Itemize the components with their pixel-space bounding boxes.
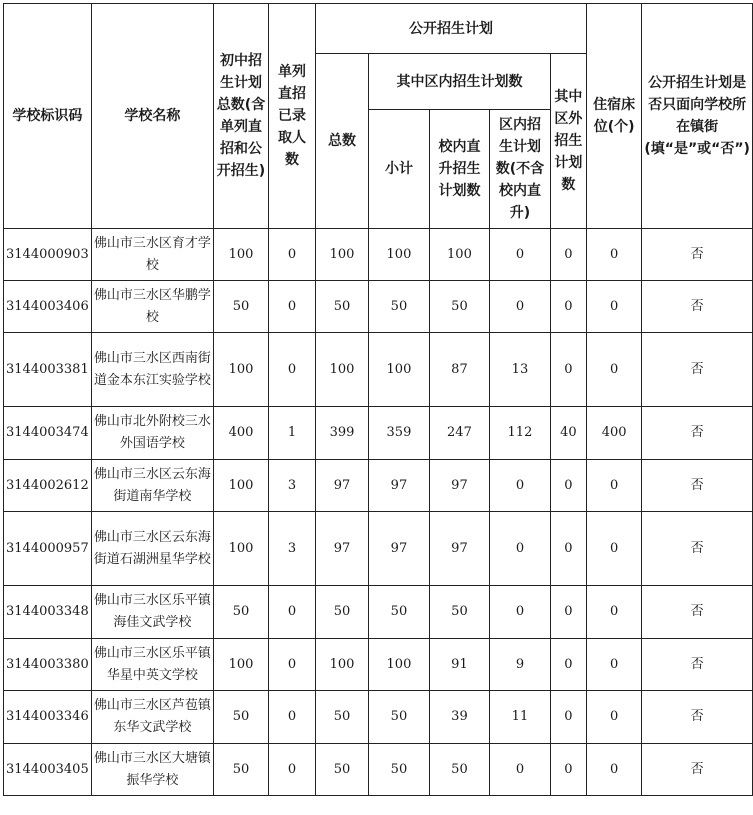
in-district-excl-cell: 0 [490, 512, 551, 586]
beds-cell: 0 [587, 691, 642, 744]
direct-enrolled-cell: 0 [269, 691, 316, 744]
internal-promotion-cell: 97 [429, 512, 490, 586]
table-row [4, 744, 753, 796]
beds-cell: 0 [587, 281, 642, 333]
junior-total-cell: 50 [213, 744, 268, 796]
header-internal-promotion: 校内直升招生计划数 [429, 110, 490, 229]
total-cell: 97 [315, 512, 368, 586]
header-in-district-excl: 区内招生计划数(不含校内直升) [490, 110, 551, 229]
street-only-cell: 否 [642, 691, 753, 744]
in-district-excl-cell: 0 [490, 460, 551, 512]
school-name-cell: 佛山市三水区西南街道金本东江实验学校 [91, 333, 213, 407]
table-row [4, 512, 753, 586]
school-id-cell: 3144002612 [4, 460, 92, 512]
direct-enrolled-cell: 0 [269, 229, 316, 281]
junior-total-cell: 100 [213, 333, 268, 407]
internal-promotion-cell: 247 [429, 407, 490, 460]
street-only-cell: 否 [642, 512, 753, 586]
street-only-cell: 否 [642, 460, 753, 512]
internal-promotion-cell: 50 [429, 586, 490, 639]
beds-cell: 0 [587, 639, 642, 691]
table-body [4, 229, 753, 796]
school-name-cell: 佛山市三水区云东海街道南华学校 [91, 460, 213, 512]
total-cell: 100 [315, 639, 368, 691]
header-public-plan: 公开招生计划 [315, 4, 586, 54]
table-row [4, 229, 753, 281]
subtotal-cell: 50 [369, 586, 430, 639]
junior-total-cell: 100 [213, 460, 268, 512]
internal-promotion-cell: 91 [429, 639, 490, 691]
header-total: 总数 [315, 54, 368, 229]
street-only-cell: 否 [642, 586, 753, 639]
out-district-cell: 0 [550, 512, 586, 586]
school-name-cell: 佛山市三水区乐平镇海佳文武学校 [91, 586, 213, 639]
header-out-district: 其中区外招生计划数 [550, 54, 586, 229]
school-id-cell: 3144003474 [4, 407, 92, 460]
internal-promotion-cell: 100 [429, 229, 490, 281]
school-id-cell: 3144003405 [4, 744, 92, 796]
subtotal-cell: 100 [369, 229, 430, 281]
direct-enrolled-cell: 0 [269, 586, 316, 639]
out-district-cell: 40 [550, 407, 586, 460]
direct-enrolled-cell: 3 [269, 460, 316, 512]
school-id-cell: 3144003348 [4, 586, 92, 639]
school-id-cell: 3144003346 [4, 691, 92, 744]
in-district-excl-cell: 0 [490, 586, 551, 639]
beds-cell: 0 [587, 460, 642, 512]
beds-cell: 400 [587, 407, 642, 460]
out-district-cell: 0 [550, 333, 586, 407]
beds-cell: 0 [587, 744, 642, 796]
in-district-excl-cell: 9 [490, 639, 551, 691]
internal-promotion-cell: 97 [429, 460, 490, 512]
out-district-cell: 0 [550, 586, 586, 639]
table-header [4, 4, 753, 229]
out-district-cell: 0 [550, 460, 586, 512]
internal-promotion-cell: 39 [429, 691, 490, 744]
enrollment-plan-table [3, 3, 753, 796]
total-cell: 100 [315, 229, 368, 281]
total-cell: 50 [315, 586, 368, 639]
in-district-excl-cell: 112 [490, 407, 551, 460]
subtotal-cell: 100 [369, 639, 430, 691]
total-cell: 399 [315, 407, 368, 460]
header-direct-enrolled: 单列直招已录取人数 [269, 4, 316, 229]
out-district-cell: 0 [550, 744, 586, 796]
header-school-name: 学校名称 [91, 4, 213, 229]
street-only-cell: 否 [642, 229, 753, 281]
total-cell: 50 [315, 744, 368, 796]
header-school-id: 学校标识码 [4, 4, 92, 229]
in-district-excl-cell: 0 [490, 229, 551, 281]
header-junior-total: 初中招生计划总数(含单列直招和公开招生) [213, 4, 268, 229]
direct-enrolled-cell: 1 [269, 407, 316, 460]
table-row [4, 460, 753, 512]
beds-cell: 0 [587, 586, 642, 639]
table-row [4, 639, 753, 691]
direct-enrolled-cell: 0 [269, 333, 316, 407]
out-district-cell: 0 [550, 229, 586, 281]
total-cell: 50 [315, 691, 368, 744]
street-only-cell: 否 [642, 744, 753, 796]
school-id-cell: 3144000957 [4, 512, 92, 586]
table-row [4, 586, 753, 639]
junior-total-cell: 50 [213, 586, 268, 639]
school-name-cell: 佛山市北外附校三水外国语学校 [91, 407, 213, 460]
out-district-cell: 0 [550, 639, 586, 691]
beds-cell: 0 [587, 512, 642, 586]
direct-enrolled-cell: 3 [269, 512, 316, 586]
subtotal-cell: 50 [369, 691, 430, 744]
beds-cell: 0 [587, 229, 642, 281]
street-only-cell: 否 [642, 333, 753, 407]
table-row [4, 691, 753, 744]
junior-total-cell: 100 [213, 512, 268, 586]
subtotal-cell: 100 [369, 333, 430, 407]
school-name-cell: 佛山市三水区大塘镇振华学校 [91, 744, 213, 796]
internal-promotion-cell: 50 [429, 281, 490, 333]
school-name-cell: 佛山市三水区云东海街道石湖洲星华学校 [91, 512, 213, 586]
street-only-cell: 否 [642, 407, 753, 460]
out-district-cell: 0 [550, 281, 586, 333]
internal-promotion-cell: 50 [429, 744, 490, 796]
beds-cell: 0 [587, 333, 642, 407]
subtotal-cell: 359 [369, 407, 430, 460]
school-id-cell: 3144003381 [4, 333, 92, 407]
subtotal-cell: 50 [369, 744, 430, 796]
subtotal-cell: 97 [369, 460, 430, 512]
subtotal-cell: 97 [369, 512, 430, 586]
school-name-cell: 佛山市三水区育才学校 [91, 229, 213, 281]
junior-total-cell: 100 [213, 229, 268, 281]
header-street-only: 公开招生计划是否只面向学校所在镇街(填“是”或“否”) [642, 4, 753, 229]
junior-total-cell: 100 [213, 639, 268, 691]
street-only-cell: 否 [642, 281, 753, 333]
direct-enrolled-cell: 0 [269, 744, 316, 796]
school-name-cell: 佛山市三水区乐平镇华星中英文学校 [91, 639, 213, 691]
in-district-excl-cell: 11 [490, 691, 551, 744]
out-district-cell: 0 [550, 691, 586, 744]
junior-total-cell: 400 [213, 407, 268, 460]
header-subtotal: 小计 [369, 110, 430, 229]
school-name-cell: 佛山市三水区华鹏学校 [91, 281, 213, 333]
direct-enrolled-cell: 0 [269, 639, 316, 691]
total-cell: 50 [315, 281, 368, 333]
in-district-excl-cell: 0 [490, 281, 551, 333]
enrollment-plan-table-wrapper [3, 3, 753, 796]
junior-total-cell: 50 [213, 281, 268, 333]
school-id-cell: 3144000903 [4, 229, 92, 281]
total-cell: 97 [315, 460, 368, 512]
school-id-cell: 3144003380 [4, 639, 92, 691]
internal-promotion-cell: 87 [429, 333, 490, 407]
table-row [4, 281, 753, 333]
header-in-district: 其中区内招生计划数 [369, 54, 551, 110]
street-only-cell: 否 [642, 639, 753, 691]
header-beds: 住宿床位(个) [587, 4, 642, 229]
subtotal-cell: 50 [369, 281, 430, 333]
school-name-cell: 佛山市三水区芦苞镇东华文武学校 [91, 691, 213, 744]
school-id-cell: 3144003406 [4, 281, 92, 333]
in-district-excl-cell: 0 [490, 744, 551, 796]
direct-enrolled-cell: 0 [269, 281, 316, 333]
total-cell: 100 [315, 333, 368, 407]
junior-total-cell: 50 [213, 691, 268, 744]
table-row [4, 333, 753, 407]
table-row [4, 407, 753, 460]
in-district-excl-cell: 13 [490, 333, 551, 407]
